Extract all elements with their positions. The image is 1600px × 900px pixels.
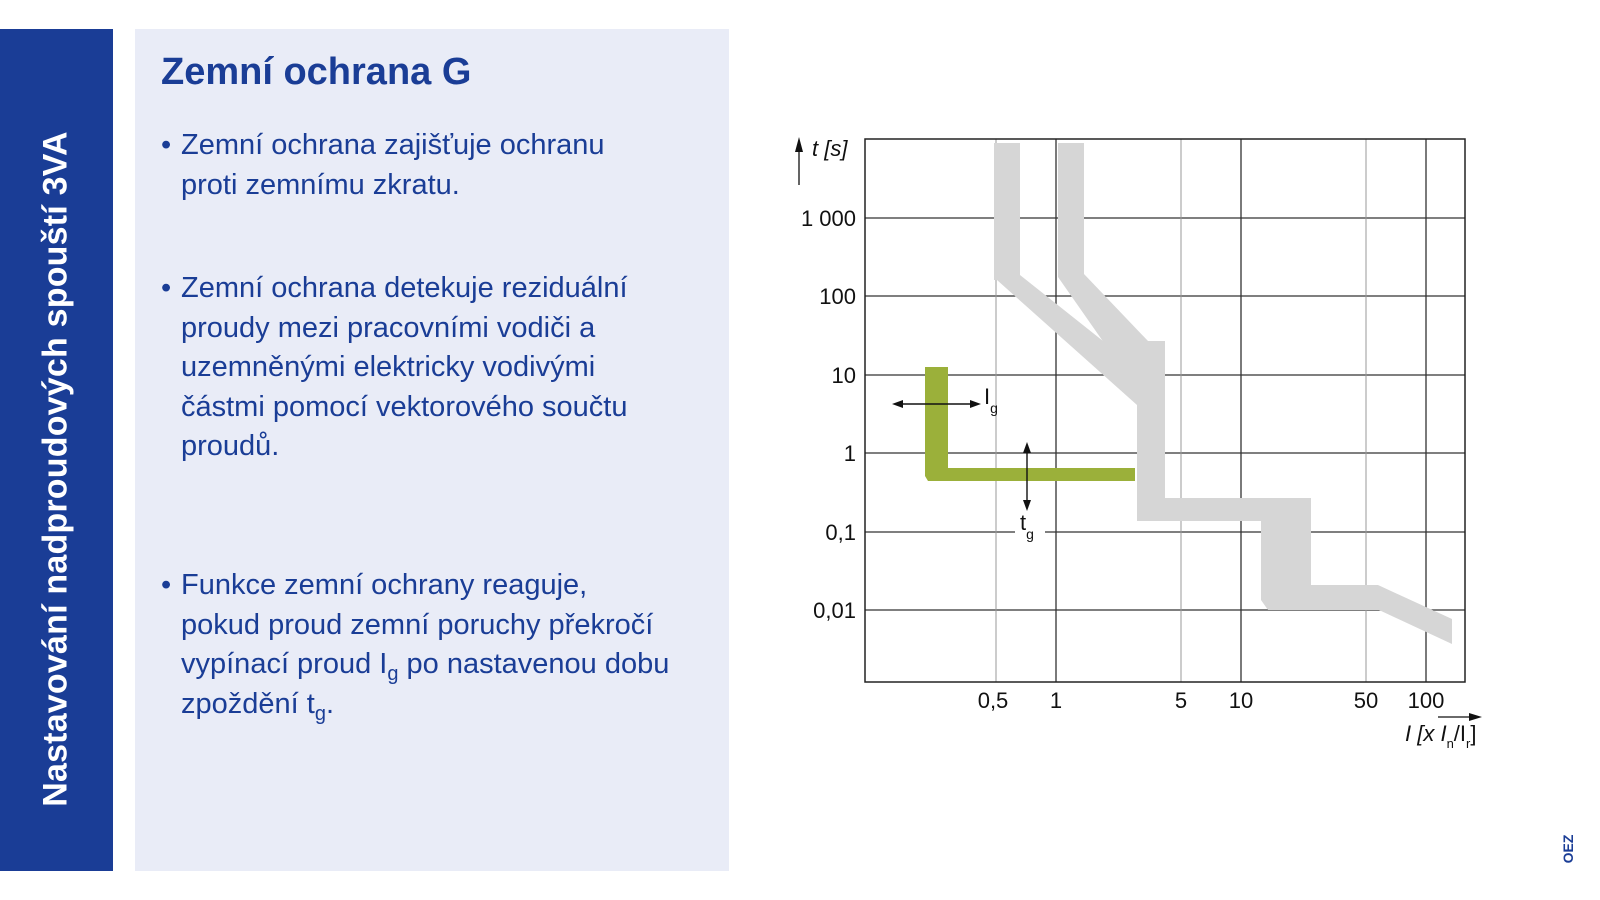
y-tick-label: 0,01 bbox=[813, 598, 856, 623]
page-title: Zemní ochrana G bbox=[161, 51, 472, 93]
x-axis-arrow-head bbox=[1469, 713, 1482, 721]
ig-arrow-head-right bbox=[970, 400, 981, 408]
bullet-text: Zemní ochrana detekuje reziduální proudy mezi pracovními vodiči a uzemněnými elektricky vodivými částmi pomocí vektorového součtu proudů. bbox=[181, 272, 628, 462]
bullet-item bbox=[161, 566, 721, 724]
ground-fault-curve bbox=[925, 367, 1135, 481]
content-panel bbox=[135, 29, 729, 871]
bullet-text: Zemní ochrana zajišťuje ochranu proti zemnímu zkratu. bbox=[181, 129, 605, 201]
y-tick-label: 10 bbox=[831, 363, 856, 388]
y-tick-label: 100 bbox=[819, 284, 856, 309]
bullet-item bbox=[161, 269, 721, 467]
y-tick-label: 1 bbox=[843, 441, 856, 466]
trip-characteristic-diagram bbox=[790, 120, 1520, 760]
x-tick-label: 0,5 bbox=[977, 688, 1009, 713]
oez-logo: OEZ bbox=[1560, 834, 1576, 864]
bullet-text-part: po nastavenou dobu zpoždění t bbox=[181, 648, 670, 720]
tg-arrow-head-up bbox=[1023, 442, 1031, 453]
bullet-marker: • bbox=[161, 569, 172, 601]
x-tick-label: 100 bbox=[1407, 688, 1445, 713]
bullet-marker: • bbox=[161, 272, 172, 304]
x-axis-label: I [x $I_n/I_r$] bbox=[1405, 721, 1477, 751]
y-tick-label: 0,1 bbox=[825, 520, 856, 545]
ig-arrow-head-left bbox=[892, 400, 903, 408]
x-tick-label: 10 bbox=[1228, 688, 1254, 713]
bullet-item bbox=[161, 126, 721, 205]
sidebar-title: Nastavování nadproudových spouští 3VA bbox=[36, 131, 75, 807]
bullet-text bbox=[181, 566, 671, 724]
ig-label: $I_g$ bbox=[984, 384, 998, 416]
y-tick-label: 1 000 bbox=[800, 206, 856, 231]
bullet-text-part: . bbox=[325, 687, 335, 720]
y-axis-label: t [s] bbox=[812, 136, 848, 161]
bullet-text-part: Funkce zemní ochrany reaguje, pokud proud zemní poruchy překročí vypínací proud I bbox=[181, 569, 654, 680]
subscript: g bbox=[314, 702, 326, 725]
subscript: g bbox=[387, 662, 399, 685]
y-axis-arrow-head bbox=[795, 137, 803, 152]
sidebar bbox=[0, 29, 113, 871]
tg-label: $t_g$ bbox=[1020, 510, 1034, 542]
x-tick-label: 50 bbox=[1353, 688, 1379, 713]
bullet-marker: • bbox=[161, 129, 172, 161]
x-tick-label: 5 bbox=[1174, 688, 1188, 713]
x-tick-label: 1 bbox=[1049, 688, 1063, 713]
